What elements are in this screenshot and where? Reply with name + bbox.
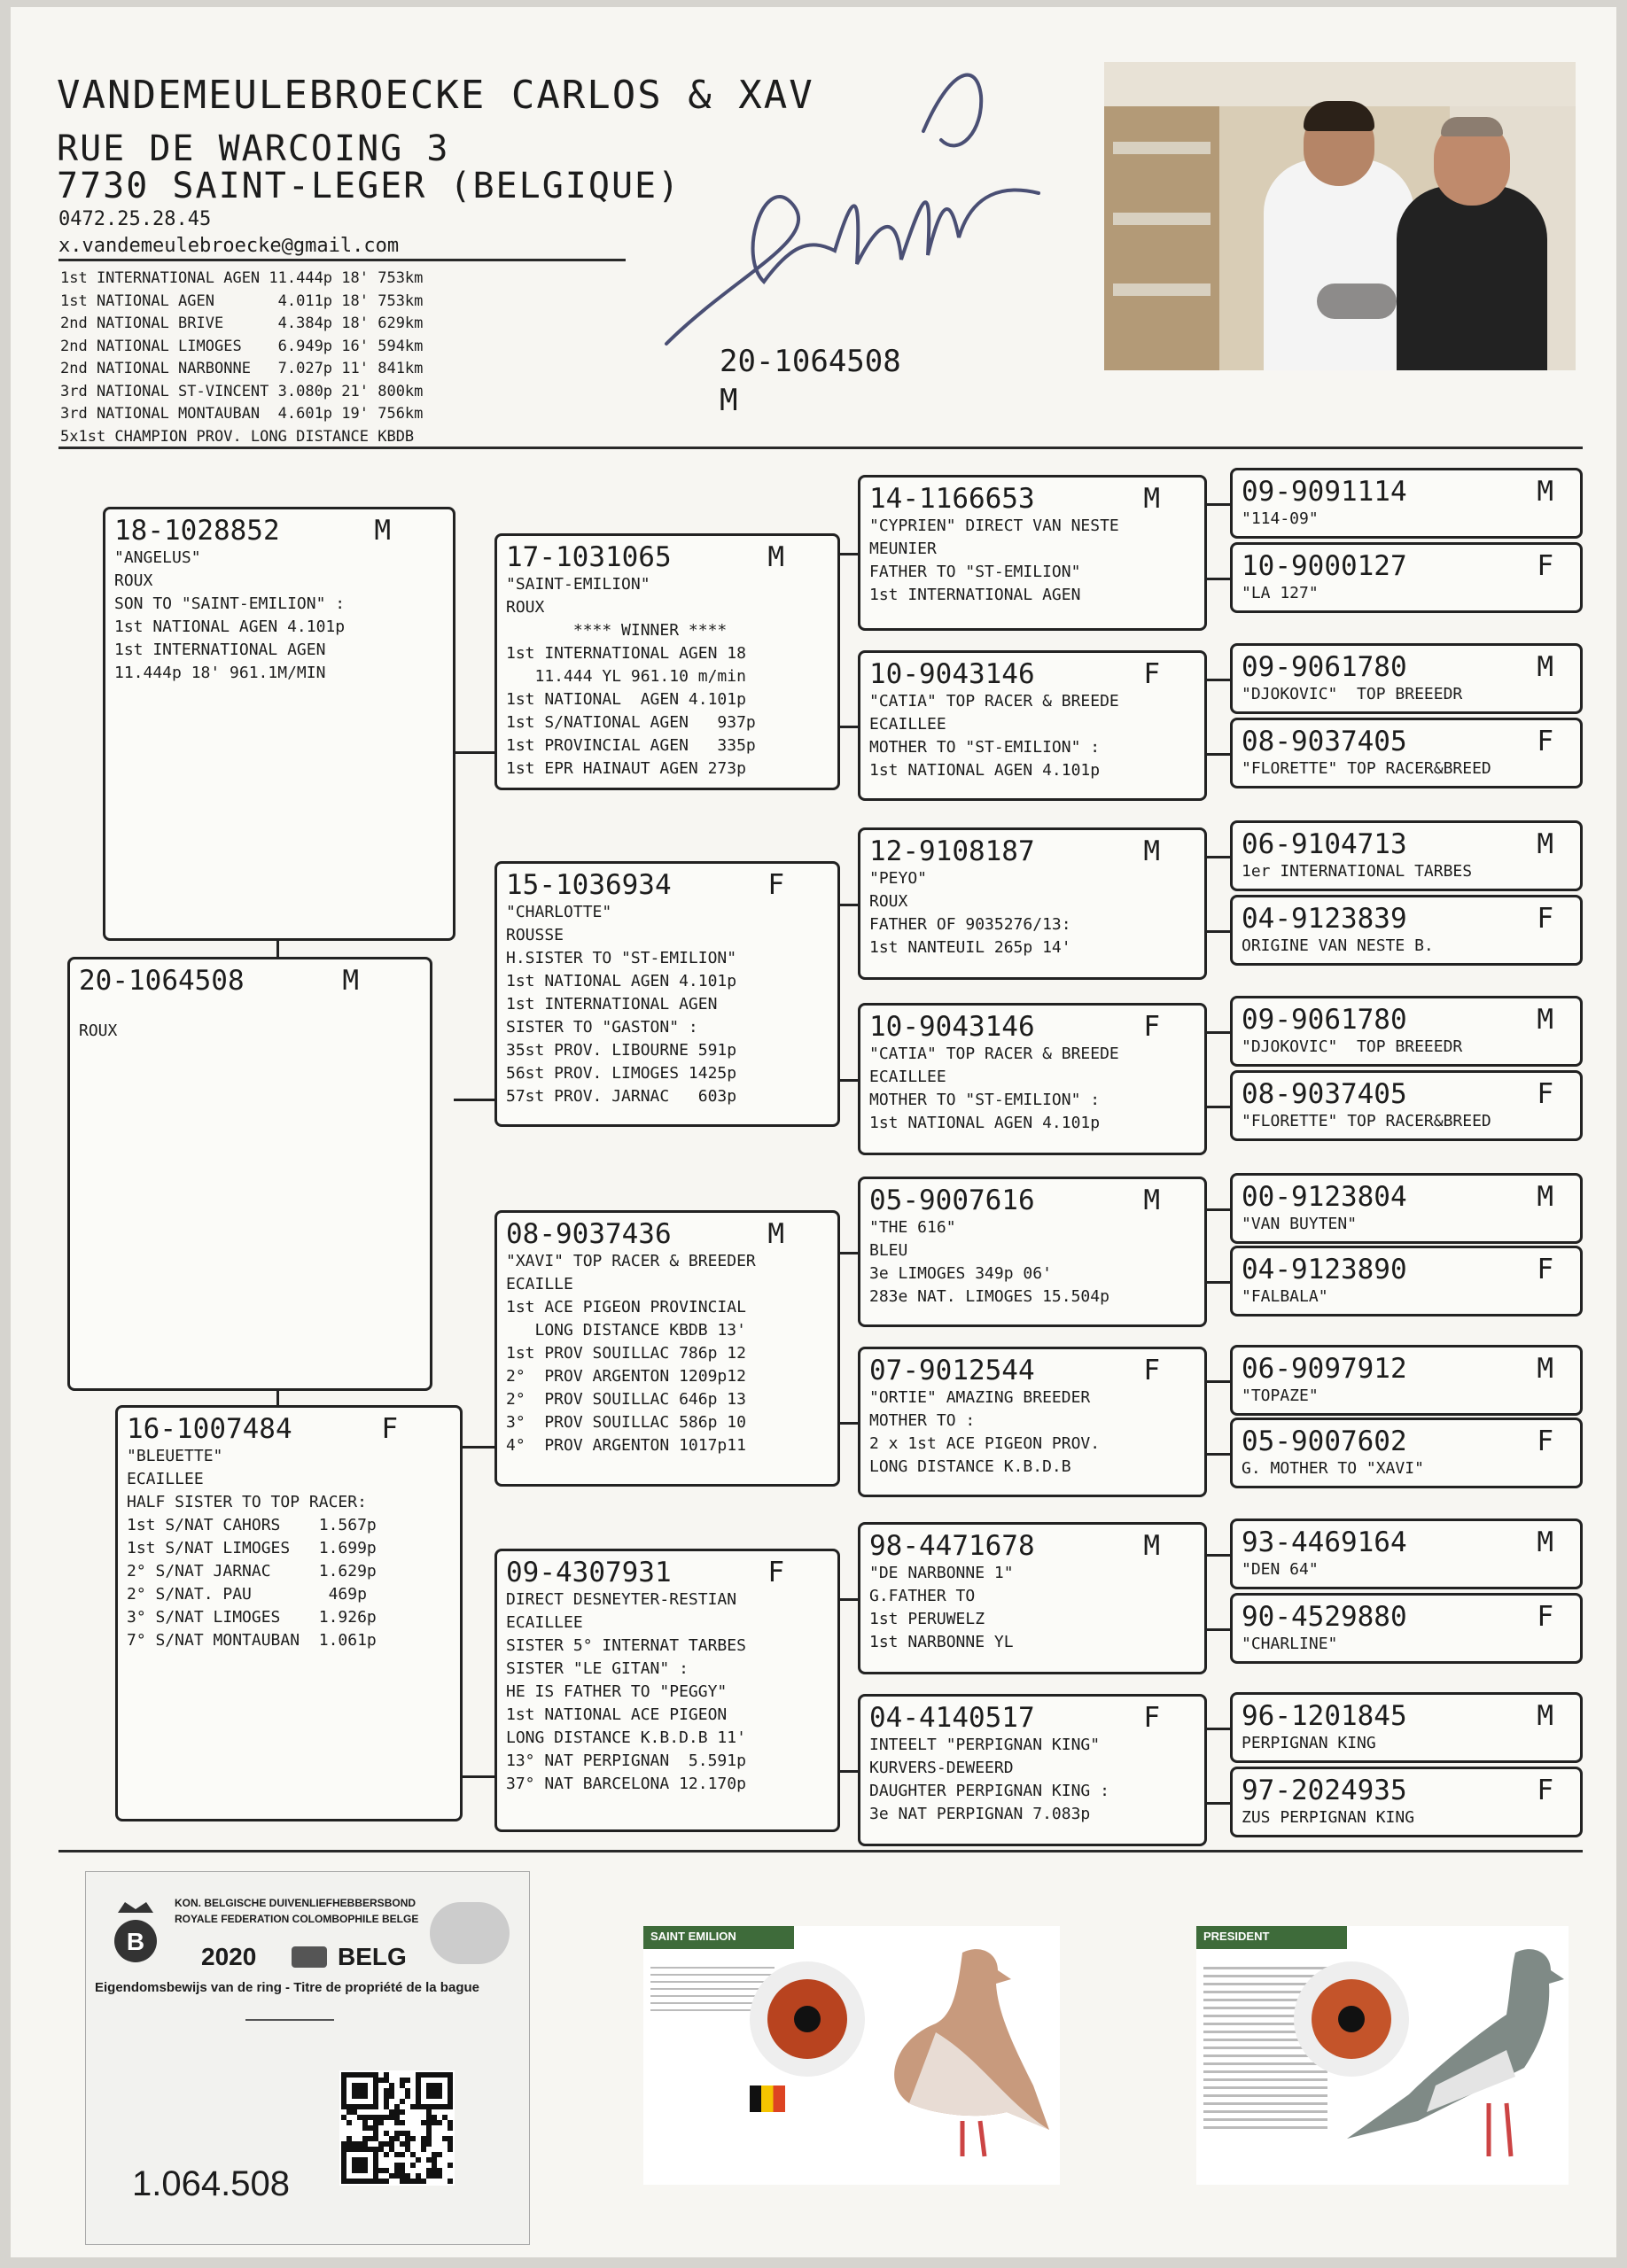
gen3-0-sex: M xyxy=(1143,483,1160,515)
connector-g3-6-b xyxy=(1207,1628,1230,1631)
gen4-12-box xyxy=(1230,1518,1583,1589)
gen4-13-ring: 90-4529880 xyxy=(1242,1601,1407,1633)
connector-g2-3-b xyxy=(840,1770,858,1773)
gen4-0-box xyxy=(1230,468,1583,539)
gen3-3-sex: F xyxy=(1143,1011,1160,1043)
gen2-2-lines: "XAVI" TOP RACER & BREEDER ECAILLE 1st ACE PIGEON PROVINCIAL LONG DISTANCE KBDB 13' 1st PROV SOUILLAC 786p 12 2° PROV ARGENTON 1209p12 2° PROV SOUILLAC 646p 13 3° PROV SOUILLAC 586p 10 4° PROV ARGENTON 1017p11 xyxy=(506,1252,756,1455)
gen3-4-ring: 05-9007616 xyxy=(869,1184,1035,1216)
gen4-12-sex: M xyxy=(1537,1526,1553,1558)
gen4-9-box xyxy=(1230,1246,1583,1317)
gen4-7-sex: F xyxy=(1537,1078,1553,1110)
pedigree-sheet xyxy=(11,7,1616,2257)
gen4-4-lines: 1er INTERNATIONAL TARBES xyxy=(1242,862,1473,881)
gen2-2-ring: 08-9037436 xyxy=(506,1218,672,1250)
gen4-6-box xyxy=(1230,996,1583,1067)
ring-certificate xyxy=(85,1871,530,2245)
gen3-0-lines: "CYPRIEN" DIRECT VAN NESTE MEUNIER FATHER TO "ST-EMILION" 1st INTERNATIONAL AGEN xyxy=(869,517,1119,604)
gen4-13-sex: F xyxy=(1537,1601,1553,1633)
gen4-11-sex: F xyxy=(1537,1425,1553,1457)
connector-g2-2-b xyxy=(840,1422,858,1425)
gen4-1-ring: 10-9000127 xyxy=(1242,550,1407,582)
connector-g3-0-b xyxy=(1207,578,1230,580)
gen2-2-sex: M xyxy=(767,1218,784,1250)
connector-g3-7-a xyxy=(1207,1728,1230,1730)
qr-code xyxy=(339,2070,455,2186)
gen3-1-ring: 10-9043146 xyxy=(869,658,1035,690)
gen3-1-lines: "CATIA" TOP RACER & BREEDE ECAILLEE MOTHER TO "ST-EMILION" : 1st NATIONAL AGEN 4.101p xyxy=(869,692,1119,780)
gen4-8-lines: "VAN BUYTEN" xyxy=(1242,1215,1358,1233)
connector-g3-2-a xyxy=(1207,856,1230,858)
connector-g3-2-b xyxy=(1207,930,1230,933)
cert-org-fr: ROYALE FEDERATION COLOMBOPHILE BELGE xyxy=(175,1913,419,1925)
gen4-6-ring: 09-9061780 xyxy=(1242,1004,1407,1036)
card-1-label: SAINT EMILION xyxy=(650,1930,736,1943)
gen3-2-box xyxy=(858,827,1207,980)
gen3-3-ring: 10-9043146 xyxy=(869,1011,1035,1043)
gen4-15-sex: F xyxy=(1537,1775,1553,1806)
connector-g2-0-a xyxy=(840,553,858,555)
connector-g3-4-b xyxy=(1207,1281,1230,1284)
sire-lines: "ANGELUS" ROUX SON TO "SAINT-EMILION" : 1st NATIONAL AGEN 4.101p 1st INTERNATIONAL AGEN 11.444p 18' 961.1M/MIN xyxy=(114,548,346,682)
gen3-2-ring: 12-9108187 xyxy=(869,835,1035,867)
connector-g3-3-a xyxy=(1207,1031,1230,1034)
cert-org-nl: KON. BELGISCHE DUIVENLIEFHEBBERSBOND xyxy=(175,1897,416,1909)
gen4-8-box xyxy=(1230,1173,1583,1244)
breeder-name: VANDEMEULEBROECKE CARLOS & XAV xyxy=(57,73,814,118)
gen4-12-lines: "DEN 64" xyxy=(1242,1560,1319,1579)
cert-line xyxy=(245,2019,334,2021)
gen4-13-lines: "CHARLINE" xyxy=(1242,1635,1338,1653)
gen4-3-sex: F xyxy=(1537,726,1553,757)
connector-g3-3-b xyxy=(1207,1106,1230,1108)
gen4-9-lines: "FALBALA" xyxy=(1242,1287,1328,1306)
gen3-7-box xyxy=(858,1694,1207,1846)
gen4-3-box xyxy=(1230,718,1583,788)
gen4-11-lines: G. MOTHER TO "XAVI" xyxy=(1242,1459,1424,1478)
gen4-0-sex: M xyxy=(1537,476,1553,508)
gen4-3-lines: "FLORETTE" TOP RACER&BREED xyxy=(1242,759,1491,778)
breeder-city: 7730 SAINT-LEGER (BELGIQUE) xyxy=(57,166,681,206)
subject-ring: 20-1064508 xyxy=(79,965,245,997)
subject-sex: M xyxy=(342,965,359,997)
gen4-1-sex: F xyxy=(1537,550,1553,582)
gen4-10-box xyxy=(1230,1345,1583,1416)
dam-sex: F xyxy=(381,1413,398,1445)
connector-g2-3-a xyxy=(840,1598,858,1601)
pigeon-silhouette-icon xyxy=(829,1935,1051,2174)
dam-ring: 16-1007484 xyxy=(127,1413,292,1445)
connector-sire-g2b xyxy=(454,1099,494,1101)
pigeon-silhouette-icon xyxy=(1329,1935,1569,2174)
gen4-2-lines: "DJOKOVIC" TOP BREEEDR xyxy=(1242,685,1463,703)
gen4-1-lines: "LA 127" xyxy=(1242,584,1319,602)
gen4-8-ring: 00-9123804 xyxy=(1242,1181,1407,1213)
gen3-7-ring: 04-4140517 xyxy=(869,1702,1035,1734)
gen3-3-box xyxy=(858,1003,1207,1155)
gen4-10-sex: M xyxy=(1537,1353,1553,1385)
gen2-3-lines: DIRECT DESNEYTER-RESTIAN ECAILLEE SISTER 5° INTERNAT TARBES SISTER "LE GITAN" : HE IS FATHER TO "PEGGY" 1st NATIONAL ACE PIGEON LONG DISTANCE K.B.D.B 11' 13° NAT PERPIGNAN 5.591p 37° NAT BARCELONA 12.170p xyxy=(506,1590,746,1793)
gen4-15-lines: ZUS PERPIGNAN KING xyxy=(1242,1808,1415,1827)
sire-ring: 18-1028852 xyxy=(114,515,280,547)
dam-box xyxy=(115,1405,463,1821)
email-underline xyxy=(58,259,626,261)
connector-g3-6-a xyxy=(1207,1554,1230,1557)
gen4-15-box xyxy=(1230,1767,1583,1837)
header-divider xyxy=(58,447,1583,449)
gen4-14-ring: 96-1201845 xyxy=(1242,1700,1407,1732)
gen3-5-lines: "ORTIE" AMAZING BREEDER MOTHER TO : 2 x 1st ACE PIGEON PROV. LONG DISTANCE K.B.D.B xyxy=(869,1388,1101,1476)
gen3-5-sex: F xyxy=(1143,1355,1160,1386)
connector-g3-7-b xyxy=(1207,1802,1230,1805)
gen4-14-lines: PERPIGNAN KING xyxy=(1242,1734,1376,1752)
connector-dam-g2d xyxy=(461,1775,494,1778)
connector-g3-0-a xyxy=(1207,503,1230,506)
gen4-9-sex: F xyxy=(1537,1254,1553,1285)
gen3-0-ring: 14-1166653 xyxy=(869,483,1035,515)
gen3-6-lines: "DE NARBONNE 1" G.FATHER TO 1st PERUWELZ 1st NARBONNE YL xyxy=(869,1564,1014,1651)
connector-g3-5-b xyxy=(1207,1453,1230,1456)
gen2-3-sex: F xyxy=(767,1557,784,1588)
connector-dam-g2c xyxy=(461,1446,494,1449)
gen2-1-sex: F xyxy=(767,869,784,901)
pigeon-card-2 xyxy=(1196,1926,1569,2185)
subject-lines: ROUX xyxy=(79,1021,118,1040)
gen2-1-lines: "CHARLOTTE" ROUSSE H.SISTER TO "ST-EMILION" 1st NATIONAL AGEN 4.101p 1st INTERNATIONAL AGEN SISTER TO "GASTON" : 35st PROV. LIBOURNE 591p 56st PROV. LIMOGES 1425p 57st PROV. JARNAC 603p xyxy=(506,903,737,1106)
gen4-0-lines: "114-09" xyxy=(1242,509,1319,528)
gen4-5-lines: ORIGINE VAN NESTE B. xyxy=(1242,936,1434,955)
gen4-11-ring: 05-9007602 xyxy=(1242,1425,1407,1457)
connector-sire-g2a xyxy=(454,751,494,754)
connector-g2-2-a xyxy=(840,1252,858,1254)
gen4-6-sex: M xyxy=(1537,1004,1553,1036)
gen4-3-ring: 08-9037405 xyxy=(1242,726,1407,757)
gen3-6-ring: 98-4471678 xyxy=(869,1530,1035,1562)
gen2-0-lines: "SAINT-EMILION" ROUX **** WINNER **** 1st INTERNATIONAL AGEN 18 11.444 YL 961.10 m/min 1st NATIONAL AGEN 4.101p 1st S/NATIONAL AGEN 937p 1st PROVINCIAL AGEN 335p 1st EPR HAINAUT AGEN 273p xyxy=(506,575,756,778)
card-2-label: PRESIDENT xyxy=(1203,1930,1270,1943)
gen3-2-lines: "PEYO" ROUX FATHER OF 9035276/13: 1st NANTEUIL 265p 14' xyxy=(869,869,1071,957)
connector-g2-0-b xyxy=(840,726,858,728)
cert-year: 2020 xyxy=(201,1943,257,1970)
gen2-3-box xyxy=(494,1549,840,1832)
gen4-15-ring: 97-2024935 xyxy=(1242,1775,1407,1806)
subject-box xyxy=(67,957,432,1391)
svg-text:B: B xyxy=(126,1928,145,1955)
breeder-phone: 0472.25.28.45 xyxy=(58,208,212,230)
gen4-13-box xyxy=(1230,1593,1583,1664)
gen3-1-box xyxy=(858,650,1207,801)
gen2-0-ring: 17-1031065 xyxy=(506,541,672,573)
gen2-0-box xyxy=(494,533,840,790)
connector-g3-4-a xyxy=(1207,1208,1230,1211)
gen3-4-box xyxy=(858,1177,1207,1327)
gen2-1-ring: 15-1036934 xyxy=(506,869,672,901)
gen2-1-box xyxy=(494,861,840,1127)
connector-g3-5-a xyxy=(1207,1380,1230,1383)
gen4-7-ring: 08-9037405 xyxy=(1242,1078,1407,1110)
gen3-7-lines: INTEELT "PERPIGNAN KING" KURVERS-DEWEERD DAUGHTER PERPIGNAN KING : 3e NAT PERPIGNAN 7.083p xyxy=(869,1736,1109,1823)
gen3-7-sex: F xyxy=(1143,1702,1160,1734)
pigeon-card-1 xyxy=(643,1926,1060,2185)
connector-g3-1-b xyxy=(1207,753,1230,756)
sire-box xyxy=(103,507,455,941)
gen2-3-ring: 09-4307931 xyxy=(506,1557,672,1588)
gen3-5-ring: 07-9012544 xyxy=(869,1355,1035,1386)
fci-logo-icon xyxy=(430,1902,510,1964)
gen4-11-box xyxy=(1230,1418,1583,1488)
gen4-4-sex: M xyxy=(1537,828,1553,860)
signature xyxy=(631,60,1092,361)
gen4-5-box xyxy=(1230,895,1583,966)
gen4-7-box xyxy=(1230,1070,1583,1141)
gen4-2-ring: 09-9061780 xyxy=(1242,651,1407,683)
connector-g2-1-b xyxy=(840,1079,858,1082)
gen4-10-lines: "TOPAZE" xyxy=(1242,1386,1319,1405)
gen3-0-box xyxy=(858,475,1207,631)
header-pigeon-sex: M xyxy=(720,383,738,418)
cert-title: Eigendomsbewijs van de ring - Titre de propriété de la bague xyxy=(95,1980,479,1995)
gen4-5-sex: F xyxy=(1537,903,1553,935)
cert-country: BELG xyxy=(338,1943,407,1970)
gen3-3-lines: "CATIA" TOP RACER & BREEDE ECAILLEE MOTHER TO "ST-EMILION" : 1st NATIONAL AGEN 4.101p xyxy=(869,1045,1119,1132)
gen4-9-ring: 04-9123890 xyxy=(1242,1254,1407,1285)
gen4-4-box xyxy=(1230,820,1583,891)
gen2-2-box xyxy=(494,1210,840,1487)
gen3-4-lines: "THE 616" BLEU 3e LIMOGES 349p 06' 283e NAT. LIMOGES 15.504p xyxy=(869,1218,1109,1306)
cert-ring-number: 1.064.508 xyxy=(132,2164,290,2203)
gen4-2-box xyxy=(1230,643,1583,714)
header-pigeon-ring: 20-1064508 xyxy=(720,344,901,379)
connector-g3-1-a xyxy=(1207,679,1230,681)
gen3-4-sex: M xyxy=(1143,1184,1160,1216)
connector-g2-1-a xyxy=(840,904,858,906)
cert-badge-icon xyxy=(292,1946,327,1968)
connector-subject-dam xyxy=(276,1389,279,1407)
gen4-1-box xyxy=(1230,542,1583,613)
connector-subject-sire xyxy=(276,939,279,959)
breeder-results: 1st INTERNATIONAL AGEN 11.444p 18' 753km 1st NATIONAL AGEN 4.011p 18' 753km 2nd NATIONAL BRIVE 4.384p 18' 629km 2nd NATIONAL LIMOGES 6.949p 16' 594km 2nd NATIONAL NARBONNE 7.027p 11' 841km 3rd NATIONAL ST-VINCENT 3.080p 21' 800km 3rd NATIONAL MONTAUBAN 4.601p 19' 756km 5x1st CHAMPION PROV. LONG DISTANCE KBDB xyxy=(60,269,424,446)
gen4-2-sex: M xyxy=(1537,651,1553,683)
gen4-5-ring: 04-9123839 xyxy=(1242,903,1407,935)
breeder-email: x.vandemeulebroecke@gmail.com xyxy=(58,235,400,257)
crown-emblem-icon xyxy=(107,1897,164,1968)
gen4-14-box xyxy=(1230,1692,1583,1763)
gen4-14-sex: M xyxy=(1537,1700,1553,1732)
gen3-6-box xyxy=(858,1522,1207,1674)
gen3-1-sex: F xyxy=(1143,658,1160,690)
gen4-7-lines: "FLORETTE" TOP RACER&BREED xyxy=(1242,1112,1491,1130)
gen4-0-ring: 09-9091114 xyxy=(1242,476,1407,508)
dam-lines: "BLEUETTE" ECAILLEE HALF SISTER TO TOP RACER: 1st S/NAT CAHORS 1.567p 1st S/NAT LIMOGES 1.699p 2° S/NAT JARNAC 1.629p 2° S/NAT. PAU 469p 3° S/NAT LIMOGES 1.926p 7° S/NAT MONTAUBAN 1.061p xyxy=(127,1447,377,1650)
gen4-12-ring: 93-4469164 xyxy=(1242,1526,1407,1558)
gen3-6-sex: M xyxy=(1143,1530,1160,1562)
gen4-8-sex: M xyxy=(1537,1181,1553,1213)
sire-sex: M xyxy=(374,515,391,547)
gen4-4-ring: 06-9104713 xyxy=(1242,828,1407,860)
breeders-photo xyxy=(1104,62,1576,370)
gen4-6-lines: "DJOKOVIC" TOP BREEEDR xyxy=(1242,1037,1463,1056)
breeder-street: RUE DE WARCOING 3 xyxy=(57,128,450,169)
gen3-2-sex: M xyxy=(1143,835,1160,867)
gen2-0-sex: M xyxy=(767,541,784,573)
gen3-5-box xyxy=(858,1347,1207,1497)
footer-divider xyxy=(58,1850,1583,1852)
gen4-10-ring: 06-9097912 xyxy=(1242,1353,1407,1385)
